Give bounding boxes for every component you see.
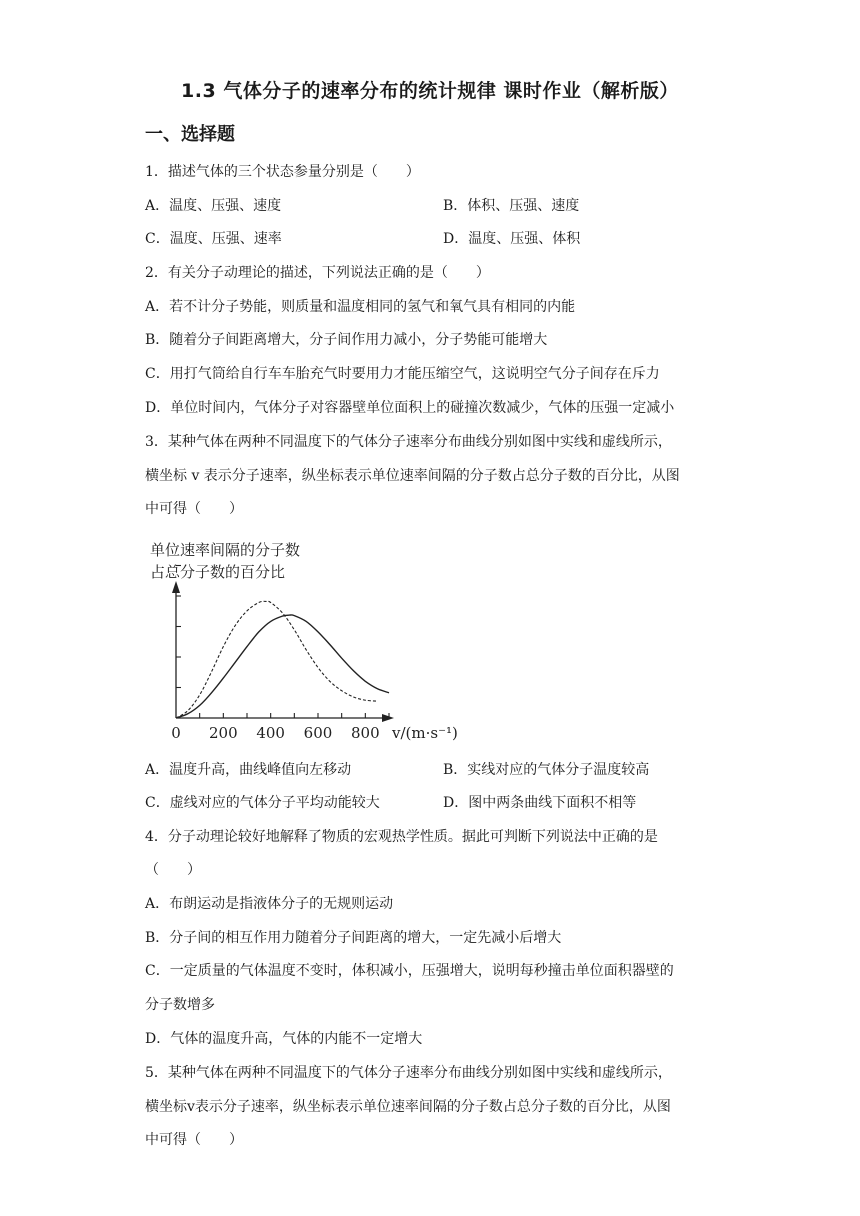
q5-stem-line2: 横坐标v表示分子速率，纵坐标表示单位速率间隔的分子数占总分子数的百分比，从图	[145, 1099, 671, 1115]
page-title: 1.3 气体分子的速率分布的统计规律 课时作业（解析版）	[181, 80, 679, 102]
x-tick-label: 800	[351, 724, 380, 742]
q3-option-a: A．温度升高，曲线峰值向左移动	[145, 762, 352, 778]
q2-option-b: B．随着分子间距离增大，分子间作用力减小，分子势能可能增大	[145, 332, 548, 348]
x-tick-label: 400	[256, 724, 285, 742]
q4-option-c-line1: C．一定质量的气体温度不变时，体积减小，压强增大，说明每秒撞击单位面积器壁的	[145, 963, 674, 979]
q5-stem-line3: 中可得（ ）	[145, 1132, 243, 1148]
q1-option-b: B．体积、压强、速度	[443, 198, 580, 214]
q2-stem: 2．有关分子动理论的描述，下列说法正确的是（ ）	[145, 265, 490, 281]
q3-stem-line3: 中可得（ ）	[145, 501, 243, 517]
q1-option-a: A．温度、压强、速度	[145, 198, 282, 214]
x-tick-label: 200	[209, 724, 238, 742]
q1-option-c: C．温度、压强、速率	[145, 231, 282, 247]
x-axis-arrow	[382, 714, 394, 722]
q5-stem-line1: 5．某种气体在两种不同温度下的气体分子速率分布曲线分别如图中实线和虚线所示，	[145, 1065, 672, 1081]
q3-stem-line1: 3．某种气体在两种不同温度下的气体分子速率分布曲线分别如图中实线和虚线所示，	[145, 434, 672, 450]
chart-curves	[176, 601, 389, 718]
q4-option-b: B．分子间的相互作用力随着分子间距离的增大，一定先减小后增大	[145, 930, 562, 946]
chart-tick-labels	[171, 724, 458, 742]
q3-option-b: B．实线对应的气体分子温度较高	[443, 762, 650, 778]
chart-axes	[172, 566, 394, 723]
q4-stem-line1: 4．分子动理论较好地解释了物质的宏观热学性质。据此可判断下列说法中正确的是	[145, 829, 658, 845]
q1-stem: 1．描述气体的三个状态参量分别是（ ）	[145, 164, 420, 180]
solid-curve	[176, 615, 389, 718]
y-axis-arrow	[172, 581, 180, 593]
q3-option-d: D．图中两条曲线下面积不相等	[443, 795, 637, 811]
x-tick-label: 0	[171, 724, 181, 742]
q4-option-c-line2: 分子数增多	[145, 997, 215, 1013]
x-tick-label: 600	[303, 724, 333, 742]
q3-stem-line2: 横坐标 v 表示分子速率，纵坐标表示单位速率间隔的分子数占总分子数的百分比，从图	[145, 468, 680, 484]
q4-stem-line2: （ ）	[145, 862, 201, 878]
speed-distribution-figure	[140, 535, 470, 750]
q4-option-a: A．布朗运动是指液体分子的无规则运动	[145, 896, 394, 912]
y-axis-label-line2: 占总分子数的百分比	[150, 563, 286, 581]
y-axis-label-line1: 单位速率间隔的分子数	[150, 541, 301, 559]
q4-option-d: D．气体的温度升高，气体的内能不一定增大	[145, 1031, 423, 1047]
section-heading: 一、选择题	[145, 124, 235, 145]
q2-option-d: D．单位时间内，气体分子对容器壁单位面积上的碰撞次数减少，气体的压强一定减小	[145, 400, 675, 416]
q2-option-c: C．用打气筒给自行车车胎充气时要用力才能压缩空气，这说明空气分子间存在斥力	[145, 366, 660, 382]
q1-option-d: D．温度、压强、体积	[443, 231, 581, 247]
q2-option-a: A．若不计分子势能，则质量和温度相同的氢气和氧气具有相同的内能	[145, 299, 576, 315]
q3-option-c: C．虚线对应的气体分子平均动能较大	[145, 795, 380, 811]
x-axis-label: v/(m·s⁻¹)	[392, 724, 458, 742]
